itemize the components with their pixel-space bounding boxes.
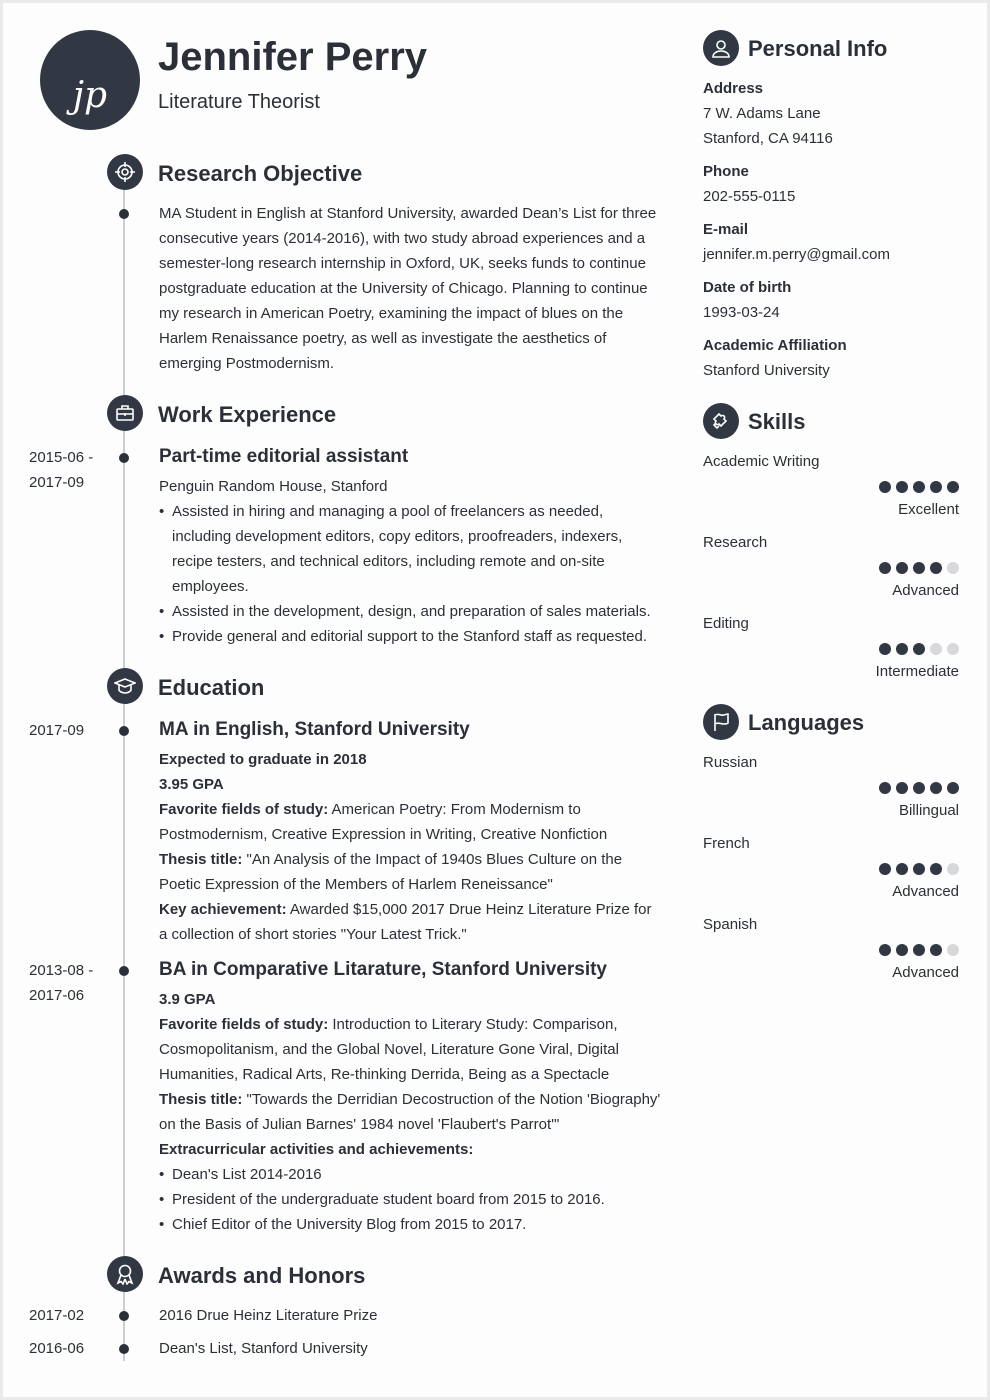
rating-dot xyxy=(947,944,959,956)
skill-level: Excellent xyxy=(898,501,959,518)
language-level: Billingual xyxy=(898,802,959,819)
rating-dot xyxy=(930,782,942,794)
flag-icon xyxy=(703,704,739,740)
thesis-label: Thesis title: xyxy=(159,1091,243,1108)
rating-dot xyxy=(947,782,959,794)
rating-dot xyxy=(879,481,891,493)
key-achievement-text: Awarded $15,000 2017 Drue Heinz Literature Prize for a collection of short stories "Your Latest Trick." xyxy=(159,901,652,943)
timeline-dot xyxy=(119,209,129,219)
skill-name: Editing xyxy=(703,615,749,632)
candidate-name: Jennifer Perry xyxy=(158,35,428,79)
rating-dot xyxy=(930,562,942,574)
section-title-education: Education xyxy=(158,675,265,700)
award-text: 2016 Drue Heinz Literature Prize xyxy=(159,1307,378,1324)
rating-dot xyxy=(930,944,942,956)
user-icon xyxy=(703,30,739,66)
rating-dot xyxy=(930,643,942,655)
avatar-initials: jp xyxy=(72,75,108,116)
skill-rating xyxy=(879,643,959,655)
rating-dot xyxy=(930,863,942,875)
language-name: Spanish xyxy=(703,916,758,933)
extracurricular-bullet: • President of the undergraduate student board from 2015 to 2016. xyxy=(159,1187,664,1212)
target-icon xyxy=(107,154,143,190)
rating-dot xyxy=(947,562,959,574)
timeline-dot xyxy=(119,1311,129,1321)
award-date: 2016-06 xyxy=(29,1340,85,1357)
affiliation-value: Stanford University xyxy=(703,362,830,379)
skill-level: Intermediate xyxy=(875,663,959,680)
section-title-personal: Personal Info xyxy=(748,36,888,61)
thesis-text: "An Analysis of the Impact of 1940s Blues Culture on the Poetic Expression of the Members of Harlem Reneissance" xyxy=(159,851,623,893)
objective-text: MA Student in English at Stanford University, awarded Dean’s List for three consecutive years (2014-2016), with two study abroad experiences and a semester-long research internship in Oxford, UK, seeks funds to continue postgraduate education at the University of Chicago. Planning to continue my research in American Poetry, examining the impact of blues on the Harlem Renaissance poetry, as well as investigate the aesthetics of emerging Postmodernism. xyxy=(159,205,657,372)
rating-dot xyxy=(896,562,908,574)
rating-dot xyxy=(947,863,959,875)
education-date: 2017-09 xyxy=(29,722,85,739)
address-line1: 7 W. Adams Lane xyxy=(703,105,821,122)
rating-dot xyxy=(896,643,908,655)
fields-text: Introduction to Literary Study: Comparison, Cosmopolitanism, and the Global Novel, Literature Gone Viral, Digital Humanities, Radical Arts, Re-thinking Derrida, Being as a Spectacle xyxy=(159,1016,619,1083)
skill-name: Research xyxy=(703,534,768,551)
fields-label: Favorite fields of study: xyxy=(159,1016,329,1033)
job-details xyxy=(159,474,664,649)
email-label: E-mail xyxy=(703,221,749,238)
rating-dot xyxy=(947,481,959,493)
rating-dot xyxy=(896,782,908,794)
rating-dot xyxy=(913,863,925,875)
fields-text: American Poetry: From Modernism to Postmodernism, Creative Expression in Writing, Creative Nonfiction xyxy=(159,801,608,843)
rating-dot xyxy=(879,863,891,875)
affiliation-label: Academic Affiliation xyxy=(703,337,847,354)
email-value: jennifer.m.perry@gmail.com xyxy=(703,246,890,263)
phone-value: 202-555-0115 xyxy=(703,188,796,205)
candidate-title: Literature Theorist xyxy=(158,91,320,113)
education-title: MA in English, Stanford University xyxy=(159,719,470,740)
dob-value: 1993-03-24 xyxy=(703,304,780,321)
rating-dot xyxy=(947,643,959,655)
education-title: BA in Comparative Litarature, Stanford University xyxy=(159,959,608,980)
timeline-dot xyxy=(119,966,129,976)
extracurricular-label: Extracurricular activities and achievements: xyxy=(159,1141,474,1158)
education-details xyxy=(159,747,664,947)
key-achievement-label: Key achievement: xyxy=(159,901,287,918)
timeline-dot xyxy=(119,726,129,736)
rating-dot xyxy=(913,562,925,574)
job-title: Part-time editorial assistant xyxy=(159,446,409,467)
language-rating xyxy=(879,944,959,956)
award-text: Dean's List, Stanford University xyxy=(159,1340,368,1357)
briefcase-icon xyxy=(107,395,143,431)
language-level: Advanced xyxy=(892,883,959,900)
section-title-objective: Research Objective xyxy=(158,161,363,186)
rating-dot xyxy=(879,782,891,794)
skill-rating xyxy=(879,481,959,493)
job-bullet: • Provide general and editorial support to the Stanford staff as requested. xyxy=(159,624,664,649)
timeline-line xyxy=(123,171,125,1361)
language-name: French xyxy=(703,835,750,852)
rating-dot xyxy=(913,944,925,956)
timeline-dot xyxy=(119,1344,129,1354)
fields-label: Favorite fields of study: xyxy=(159,801,329,818)
job-bullet: • Assisted in the development, design, and preparation of sales materials. xyxy=(159,599,664,624)
language-rating xyxy=(879,782,959,794)
rating-dot xyxy=(913,481,925,493)
education-gpa: 3.9 GPA xyxy=(159,991,216,1008)
job-bullet: • Assisted in hiring and managing a pool of freelancers as needed, including development editors, copy editors, proofreaders, indexers, recipe testers, and technical editors, including remote and on-site employees. xyxy=(159,499,664,599)
language-rating xyxy=(879,863,959,875)
language-level: Advanced xyxy=(892,964,959,981)
rating-dot xyxy=(896,944,908,956)
education-details xyxy=(159,987,664,1237)
section-title-languages: Languages xyxy=(748,710,865,735)
education-date: 2013-08 - 2017-06 xyxy=(29,962,94,1004)
award-date: 2017-02 xyxy=(29,1307,85,1324)
puzzle-icon xyxy=(703,403,739,439)
section-title-skills: Skills xyxy=(748,409,806,434)
skill-name: Academic Writing xyxy=(703,453,820,470)
phone-label: Phone xyxy=(703,163,749,180)
rating-dot xyxy=(879,643,891,655)
job-company: Penguin Random House, Stanford xyxy=(159,478,388,495)
rating-dot xyxy=(930,481,942,493)
rating-dot xyxy=(879,562,891,574)
education-gpa: 3.95 GPA xyxy=(159,776,224,793)
avatar xyxy=(40,30,140,130)
rating-dot xyxy=(896,863,908,875)
resume-page xyxy=(3,3,987,1397)
rating-dot xyxy=(896,481,908,493)
rating-dot xyxy=(913,643,925,655)
address-label: Address xyxy=(703,80,764,97)
language-name: Russian xyxy=(703,754,758,771)
section-title-awards: Awards and Honors xyxy=(158,1263,366,1288)
rating-dot xyxy=(913,782,925,794)
skill-level: Advanced xyxy=(892,582,959,599)
timeline-dot xyxy=(119,453,129,463)
skill-rating xyxy=(879,562,959,574)
graduation-cap-icon xyxy=(107,668,143,704)
rating-dot xyxy=(879,944,891,956)
dob-label: Date of birth xyxy=(703,279,792,296)
award-ribbon-icon xyxy=(107,1256,143,1292)
section-title-work: Work Experience xyxy=(158,402,337,427)
thesis-text: "Towards the Derridian Decostruction of the Notion 'Biography' on the Basis of Julian Barnes' 1984 novel 'Flaubert's Parrot'" xyxy=(159,1091,661,1133)
job-date: 2015-06 - 2017-09 xyxy=(29,449,94,491)
education-note: Expected to graduate in 2018 xyxy=(159,751,367,768)
address-line2: Stanford, CA 94116 xyxy=(703,130,833,147)
extracurricular-bullet: • Dean's List 2014-2016 xyxy=(159,1162,664,1187)
extracurricular-bullet: • Chief Editor of the University Blog from 2015 to 2017. xyxy=(159,1212,664,1237)
thesis-label: Thesis title: xyxy=(159,851,243,868)
